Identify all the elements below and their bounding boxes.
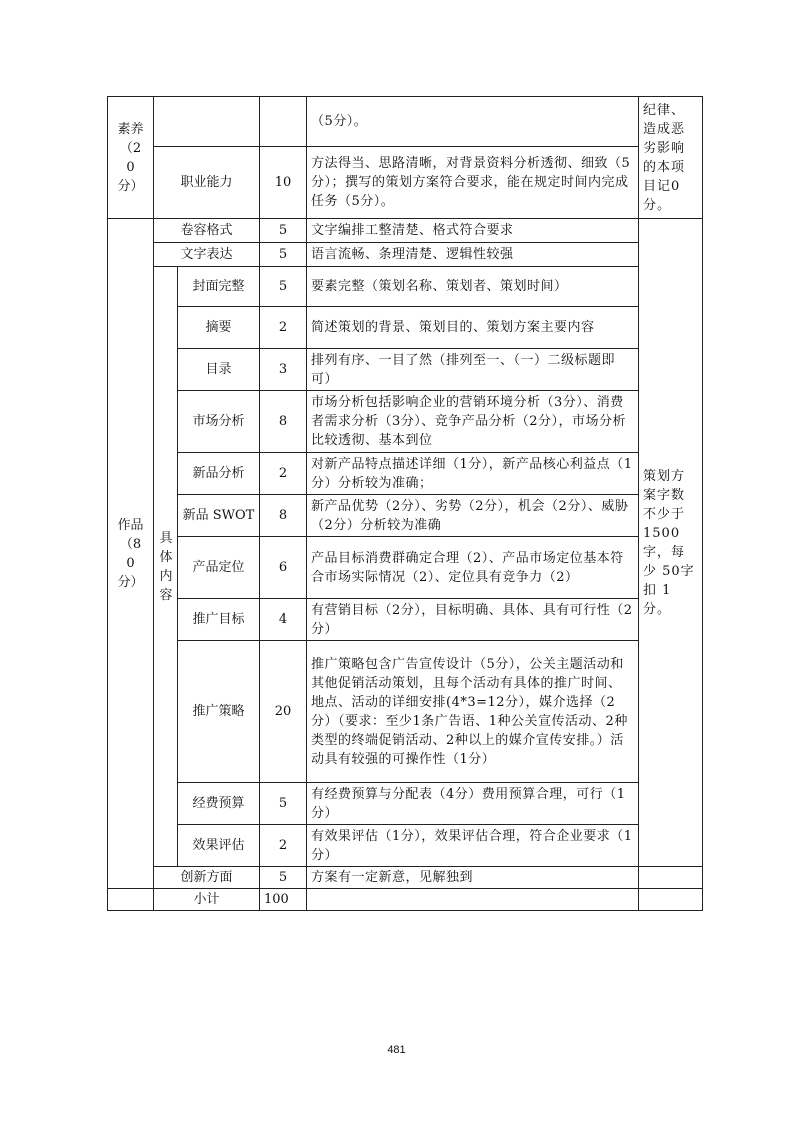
content-row bbox=[108, 307, 703, 349]
content-row bbox=[108, 825, 703, 867]
content-desc: 简述策划的背景、策划目的、策划方案主要内容 bbox=[307, 307, 639, 349]
expression-desc: 语言流畅、条理清楚、逻辑性较强 bbox=[307, 243, 639, 267]
content-desc: 推广策略包含广告宣传设计（5分），公关主题活动和其他促销活动策划，且每个活动有具体的推广时间、地点、活动的详细安排(4*3=12分），媒介选择（2分）（要求：至少1条广告语、1种公关宣传活动、2种类型的终端促销活动、2种以上的媒介宣传安排。）活动具有较强的可操作性（1分） bbox=[307, 641, 639, 783]
row-top-desc: （5分）。 bbox=[307, 97, 639, 147]
content-desc: 产品目标消费群确定合理（2）、产品市场定位基本符合市场实际情况（2）、定位具有竞争力（2） bbox=[307, 537, 639, 599]
content-score: 20 bbox=[260, 641, 307, 783]
row-expression bbox=[108, 243, 703, 267]
section-literacy-label: 素养（20分） bbox=[117, 121, 144, 194]
subtotal-blank bbox=[108, 889, 154, 911]
section-works bbox=[108, 219, 154, 889]
content-score: 5 bbox=[260, 783, 307, 825]
content-item: 摘要 bbox=[178, 307, 260, 349]
content-item: 推广目标 bbox=[178, 599, 260, 641]
content-score: 2 bbox=[260, 307, 307, 349]
content-score: 3 bbox=[260, 349, 307, 391]
content-desc: 有经费预算与分配表（4分）费用预算合理，可行（1分） bbox=[307, 783, 639, 825]
format-item: 卷容格式 bbox=[154, 219, 260, 243]
expression-score: 5 bbox=[260, 243, 307, 267]
content-item: 市场分析 bbox=[178, 391, 260, 453]
subtotal-desc bbox=[307, 889, 639, 911]
content-group bbox=[154, 267, 178, 867]
content-desc: 对新产品特点描述详细（1分），新产品核心利益点（1分）分析较为准确； bbox=[307, 453, 639, 495]
content-row bbox=[108, 599, 703, 641]
content-desc: 市场分析包括影响企业的营销环境分析（3分）、消费者需求分析（3分）、竞争产品分析（2分），市场分析比较透彻、基本到位 bbox=[307, 391, 639, 453]
content-row bbox=[108, 349, 703, 391]
content-item: 新品 SWOT bbox=[178, 495, 260, 537]
row-format bbox=[108, 219, 703, 243]
content-item: 产品定位 bbox=[178, 537, 260, 599]
row-ability bbox=[108, 147, 703, 219]
content-item: 封面完整 bbox=[178, 267, 260, 307]
content-row bbox=[108, 267, 703, 307]
content-score: 2 bbox=[260, 825, 307, 867]
literacy-note: 纪律、造成恶劣影响的本项目记0分。 bbox=[639, 97, 703, 219]
innovation-score: 5 bbox=[260, 867, 307, 889]
subtotal-label: 小计 bbox=[154, 889, 260, 911]
content-group-label: 具体内容 bbox=[159, 530, 173, 603]
format-desc: 文字编排工整清楚、格式符合要求 bbox=[307, 219, 639, 243]
content-score: 8 bbox=[260, 391, 307, 453]
content-row bbox=[108, 537, 703, 599]
row-subtotal bbox=[108, 889, 703, 911]
content-score: 2 bbox=[260, 453, 307, 495]
content-score: 4 bbox=[260, 599, 307, 641]
content-row bbox=[108, 391, 703, 453]
content-item: 经费预算 bbox=[178, 783, 260, 825]
scoring-table bbox=[107, 96, 703, 911]
content-item: 推广策略 bbox=[178, 641, 260, 783]
row-top bbox=[108, 97, 703, 147]
content-item: 目录 bbox=[178, 349, 260, 391]
page-number: 481 bbox=[387, 1044, 406, 1056]
content-score: 6 bbox=[260, 537, 307, 599]
subtotal-score: 100 bbox=[260, 889, 307, 911]
ability-item: 职业能力 bbox=[154, 147, 260, 219]
row-top-item bbox=[154, 97, 260, 147]
content-desc: 新产品优势（2分）、劣势（2分），机会（2分）、威胁（2分）分析较为准确 bbox=[307, 495, 639, 537]
expression-item: 文字表达 bbox=[154, 243, 260, 267]
ability-score: 10 bbox=[260, 147, 307, 219]
content-item: 效果评估 bbox=[178, 825, 260, 867]
section-works-label: 作品（80分） bbox=[117, 517, 144, 590]
content-row bbox=[108, 641, 703, 783]
format-score: 5 bbox=[260, 219, 307, 243]
works-note: 策划方案字数不少于1500字，每少 50字扣 1分。 bbox=[639, 219, 703, 867]
subtotal-note bbox=[639, 889, 703, 911]
content-desc: 有效果评估（1分），效果评估合理，符合企业要求（1分） bbox=[307, 825, 639, 867]
innovation-desc: 方案有一定新意，见解独到 bbox=[307, 867, 639, 889]
ability-desc: 方法得当、思路清晰，对背景资料分析透彻、细致（5分）；撰写的策划方案符合要求，能在规定时间内完成任务（5分）。 bbox=[307, 147, 639, 219]
innovation-note bbox=[639, 867, 703, 889]
content-desc: 排列有序、一目了然（排列至一、（一）二级标题即可） bbox=[307, 349, 639, 391]
content-row bbox=[108, 495, 703, 537]
content-score: 8 bbox=[260, 495, 307, 537]
content-row bbox=[108, 453, 703, 495]
row-top-score bbox=[260, 97, 307, 147]
content-desc: 有营销目标（2分），目标明确、具体、具有可行性（2分） bbox=[307, 599, 639, 641]
section-literacy bbox=[108, 97, 154, 219]
content-desc: 要素完整（策划名称、策划者、策划时间） bbox=[307, 267, 639, 307]
content-row bbox=[108, 783, 703, 825]
row-innovation bbox=[108, 867, 703, 889]
innovation-item: 创新方面 bbox=[154, 867, 260, 889]
content-item: 新品分析 bbox=[178, 453, 260, 495]
content-score: 5 bbox=[260, 267, 307, 307]
